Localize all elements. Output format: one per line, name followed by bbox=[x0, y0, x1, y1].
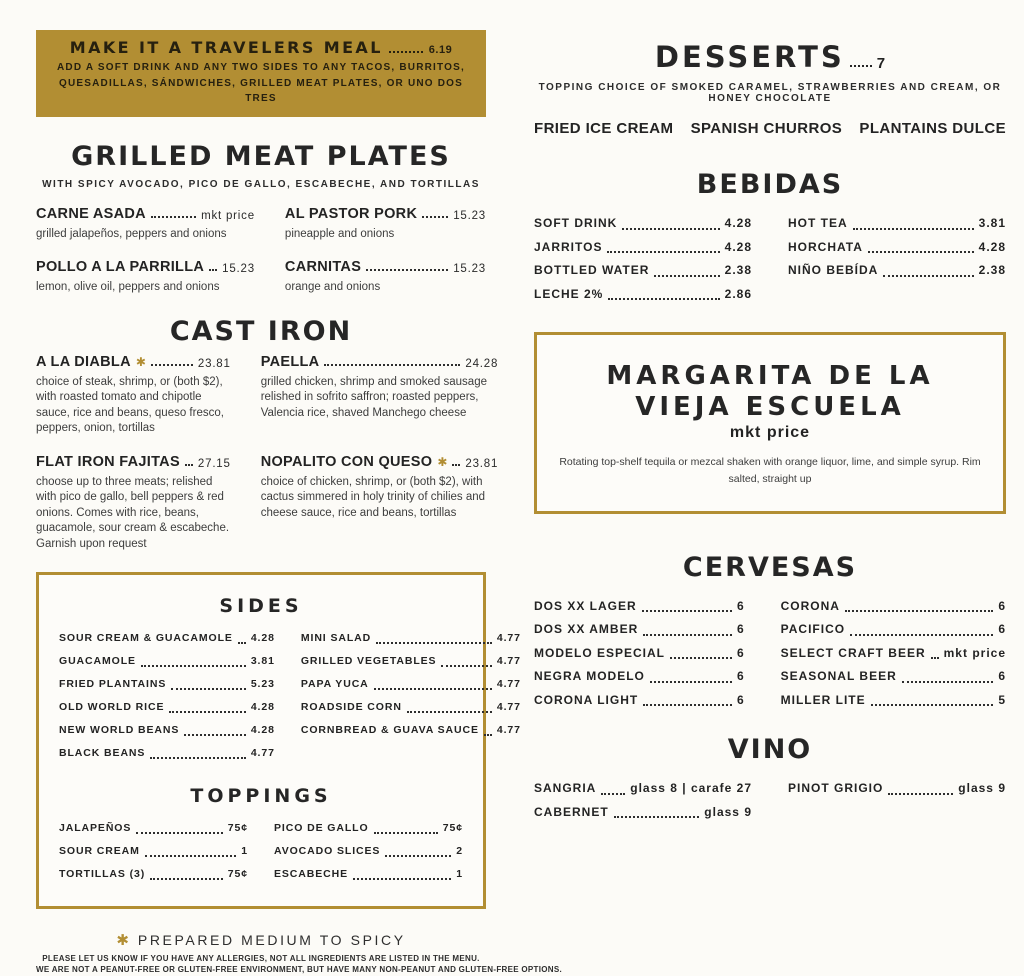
margarita-description: Rotating top-shelf tequila or mezcal shaken with orange liquor, lime, and simple syrup. Rim salted, straight up bbox=[559, 456, 981, 485]
item-name: MINI SALAD bbox=[300, 632, 372, 645]
spicy-icon: ✱ bbox=[116, 932, 129, 950]
leader-dots bbox=[376, 642, 492, 644]
item-price: 3.81 bbox=[978, 216, 1006, 230]
banner-title: MAKE IT A TRAVELERS MEAL bbox=[69, 38, 383, 57]
dessert-option: SPANISH CHURROS bbox=[690, 120, 843, 137]
sides-title: SIDES bbox=[219, 595, 303, 618]
item-name: CARNITAS bbox=[284, 259, 362, 276]
item-name: NIÑO BEBÍDA bbox=[788, 263, 879, 277]
leader-dots bbox=[141, 665, 246, 667]
leader-dots bbox=[883, 275, 973, 277]
toppings-list-right bbox=[274, 817, 463, 886]
leader-dots bbox=[171, 688, 246, 690]
sides-toppings-box bbox=[36, 572, 521, 909]
leader-dots bbox=[871, 704, 994, 706]
leader-dots bbox=[868, 251, 974, 253]
item-price: 3.81 bbox=[250, 655, 275, 668]
item-price: mkt price bbox=[201, 209, 255, 222]
list-item bbox=[59, 673, 275, 696]
leader-dots bbox=[853, 228, 974, 230]
item-price: 4.77 bbox=[496, 701, 521, 714]
leader-dots bbox=[366, 269, 448, 271]
item-price: glass 9 bbox=[958, 781, 1006, 796]
menu-item bbox=[285, 259, 486, 296]
list-item bbox=[59, 863, 248, 886]
item-price: 1 bbox=[456, 868, 463, 881]
cervesas-columns bbox=[534, 595, 1006, 713]
menu-item bbox=[36, 354, 231, 437]
margarita-title: MARGARITA DE LA VIEJA ESCUELA bbox=[606, 361, 934, 422]
item-name: BOTTLED WATER bbox=[534, 263, 650, 277]
cervesas-list-right bbox=[781, 595, 1006, 713]
menu-item-line bbox=[36, 454, 231, 470]
allergy-note-line1: PLEASE LET US KNOW IF YOU HAVE ANY ALLERGIES, NOT ALL INGREDIENTS ARE LISTED IN THE MENU. bbox=[42, 954, 480, 964]
leader-dots bbox=[407, 711, 492, 713]
item-name: GRILLED VEGETABLES bbox=[300, 655, 437, 668]
list-item bbox=[301, 650, 521, 673]
spicy-legend bbox=[36, 931, 486, 949]
banner-price: 6.19 bbox=[428, 44, 453, 56]
item-price: 23.81 bbox=[197, 357, 231, 370]
list-item bbox=[274, 817, 463, 840]
item-name: SOUR CREAM bbox=[59, 845, 140, 858]
dessert-option: FRIED ICE CREAM bbox=[534, 120, 674, 137]
item-name: CORONA bbox=[780, 598, 840, 613]
item-price: 4.28 bbox=[978, 239, 1006, 254]
leader-dots bbox=[642, 610, 732, 612]
desserts-title: DESSERTS bbox=[654, 40, 845, 74]
menu-item-line bbox=[36, 259, 255, 275]
list-item bbox=[534, 595, 745, 619]
item-name: DOS XX LAGER bbox=[534, 598, 637, 613]
item-name: MILLER LITE bbox=[780, 692, 866, 707]
item-price: 4.28 bbox=[724, 239, 752, 254]
list-item bbox=[781, 642, 1006, 666]
item-price: 4.77 bbox=[496, 655, 521, 668]
toppings-columns bbox=[59, 817, 463, 886]
item-price: 75¢ bbox=[227, 868, 248, 881]
list-item bbox=[534, 283, 752, 307]
vino-list-right bbox=[788, 777, 1006, 824]
list-item bbox=[534, 801, 752, 825]
item-name: SELECT CRAFT BEER bbox=[780, 645, 926, 660]
item-name: PACIFICO bbox=[780, 622, 846, 637]
allergy-note-line2: WE ARE NOT A PEANUT-FREE OR GLUTEN-FREE ENVIRONMENT, BUT HAVE MANY NON-PEANUT AND GLUTEN-FREE OPTIONS. bbox=[36, 965, 563, 975]
list-item bbox=[788, 259, 1006, 283]
list-item bbox=[59, 742, 275, 765]
item-name: PINOT GRIGIO bbox=[788, 781, 884, 796]
item-price: 4.77 bbox=[496, 724, 521, 737]
leader-dots bbox=[608, 298, 719, 300]
leader-dots bbox=[850, 634, 993, 636]
cast-iron-title: CAST IRON bbox=[169, 315, 353, 347]
item-name: HOT TEA bbox=[788, 216, 848, 230]
item-price: 4.28 bbox=[250, 701, 275, 714]
item-description: pineapple and onions bbox=[284, 227, 395, 240]
item-price: 75¢ bbox=[442, 822, 463, 835]
leader-dots bbox=[902, 681, 994, 683]
travelers-meal-banner bbox=[36, 30, 486, 117]
item-name: DOS XX AMBER bbox=[534, 622, 639, 637]
menu-item-line bbox=[285, 206, 486, 222]
menu-item-line bbox=[36, 354, 231, 370]
leader-dots bbox=[150, 878, 223, 880]
item-price: 6 bbox=[736, 692, 745, 707]
list-item bbox=[301, 627, 521, 650]
item-price: 2.38 bbox=[724, 263, 752, 277]
list-item bbox=[534, 665, 745, 689]
menu-item-line bbox=[285, 259, 486, 275]
menu-item-line bbox=[261, 454, 498, 470]
list-item bbox=[534, 212, 752, 236]
item-price: mkt price bbox=[943, 645, 1006, 660]
item-name: SOFT DRINK bbox=[534, 216, 618, 230]
cast-iron-list bbox=[36, 353, 499, 553]
menu-item bbox=[36, 454, 231, 553]
item-price: 2.86 bbox=[724, 286, 752, 301]
menu-item-line bbox=[36, 206, 255, 222]
leader-dots bbox=[643, 634, 732, 636]
leader-dots bbox=[422, 216, 448, 218]
item-name: CORNBREAD & GUAVA SAUCE bbox=[300, 724, 479, 737]
item-name: NEGRA MODELO bbox=[534, 669, 645, 684]
item-name: PAELLA bbox=[260, 353, 320, 370]
leader-dots bbox=[374, 688, 492, 690]
item-name: HORCHATA bbox=[788, 239, 863, 254]
item-price: 6 bbox=[998, 622, 1006, 637]
item-price: 4.77 bbox=[496, 632, 521, 645]
item-price: 4.28 bbox=[250, 632, 275, 645]
item-price: 1 bbox=[241, 845, 248, 858]
dessert-option: PLANTAINS DULCE bbox=[859, 120, 1006, 137]
left-column bbox=[36, 30, 563, 976]
item-name: CARNE ASADA bbox=[36, 205, 146, 222]
leader-dots bbox=[601, 793, 625, 795]
item-price: 27.15 bbox=[197, 457, 231, 470]
cervesas-title: CERVESAS bbox=[682, 551, 858, 583]
list-item bbox=[59, 627, 275, 650]
item-price: 23.81 bbox=[465, 457, 499, 470]
item-price: 15.23 bbox=[222, 263, 255, 276]
item-name: FLAT IRON FAJITAS bbox=[36, 453, 180, 470]
menu-item bbox=[261, 354, 498, 437]
item-description: grilled chicken, shrimp and smoked sausage relished in sofrito saffron; roasted peppers, Valencia rice, shaved Manchego cheese bbox=[260, 375, 487, 419]
leader-dots bbox=[185, 464, 193, 466]
item-name: JALAPEÑOS bbox=[59, 822, 132, 835]
leader-dots bbox=[389, 51, 423, 53]
menu-item bbox=[261, 454, 498, 553]
menu-item-line bbox=[261, 354, 498, 370]
item-description: orange and onions bbox=[284, 281, 381, 294]
list-item bbox=[301, 719, 521, 742]
leader-dots bbox=[151, 364, 193, 366]
leader-dots bbox=[441, 665, 491, 667]
vino-columns bbox=[534, 777, 1006, 824]
list-item bbox=[59, 719, 275, 742]
item-price: 15.23 bbox=[453, 209, 486, 222]
bebidas-list-right bbox=[788, 212, 1006, 306]
leader-dots bbox=[209, 269, 217, 271]
item-price: 4.28 bbox=[724, 216, 752, 230]
list-item bbox=[301, 673, 521, 696]
sides-columns bbox=[59, 627, 521, 765]
item-name: JARRITOS bbox=[534, 239, 603, 254]
leader-dots bbox=[353, 878, 451, 880]
item-price: 4.77 bbox=[496, 678, 521, 691]
item-price: 6 bbox=[736, 645, 745, 660]
list-item bbox=[534, 642, 745, 666]
item-description: grilled jalapeños, peppers and onions bbox=[36, 227, 227, 240]
list-item bbox=[59, 817, 248, 840]
desserts-title-line bbox=[534, 40, 1006, 74]
leader-dots bbox=[452, 464, 460, 466]
item-price: 2.38 bbox=[978, 263, 1006, 277]
list-item bbox=[781, 618, 1006, 642]
list-item bbox=[59, 840, 248, 863]
list-item bbox=[781, 689, 1006, 713]
list-item bbox=[781, 665, 1006, 689]
vino-title: VINO bbox=[727, 734, 813, 766]
item-name: NEW WORLD BEANS bbox=[59, 724, 180, 737]
item-price: glass 9 bbox=[704, 804, 752, 819]
leader-dots bbox=[643, 704, 732, 706]
leader-dots bbox=[654, 275, 719, 277]
item-name: SEASONAL BEER bbox=[780, 669, 897, 684]
list-item bbox=[59, 650, 275, 673]
item-name: BLACK BEANS bbox=[59, 747, 146, 760]
leader-dots bbox=[184, 734, 246, 736]
banner-subtitle: ADD A SOFT DRINK AND ANY TWO SIDES TO ANY TACOS, BURRITOS, QUESADILLAS, SÁNDWICHES, GRILLED MEAT PLATES, OR UNO DOS TRES bbox=[57, 62, 465, 104]
toppings-list-left bbox=[59, 817, 248, 886]
leader-dots bbox=[670, 657, 732, 659]
margarita-box bbox=[534, 332, 1006, 514]
right-column bbox=[534, 30, 1006, 976]
item-name: GUACAMOLE bbox=[59, 655, 136, 668]
item-name: ROADSIDE CORN bbox=[300, 701, 402, 714]
desserts-price: 7 bbox=[876, 55, 886, 72]
menu-item bbox=[36, 259, 255, 296]
cervesas-list-left bbox=[534, 595, 745, 713]
item-name: POLLO A LA PARRILLA bbox=[36, 259, 205, 276]
item-name: LECHE 2% bbox=[534, 286, 604, 301]
sides-list-left bbox=[59, 627, 275, 765]
desserts-subtitle: TOPPING CHOICE OF SMOKED CARAMEL, STRAWBERRIES AND CREAM, OR HONEY CHOCOLATE bbox=[538, 82, 1002, 104]
item-description: lemon, olive oil, peppers and onions bbox=[36, 281, 220, 294]
bebidas-columns bbox=[534, 212, 1006, 306]
leader-dots bbox=[484, 734, 492, 736]
item-name: ESCABECHE bbox=[274, 868, 349, 881]
item-price: 15.23 bbox=[453, 263, 486, 276]
item-description: choice of steak, shrimp, or (both $2), with roasted tomato and chipotle sauce, rice and beans, queso fresco, peppers, onion, tortillas bbox=[36, 375, 224, 435]
leader-dots bbox=[151, 216, 196, 218]
leader-dots bbox=[238, 642, 246, 644]
leader-dots bbox=[931, 657, 939, 659]
grilled-meat-plates-title: GRILLED MEAT PLATES bbox=[71, 140, 451, 172]
leader-dots bbox=[622, 228, 719, 230]
list-item bbox=[788, 777, 1006, 801]
vino-list-left bbox=[534, 777, 752, 824]
item-price: 6 bbox=[998, 669, 1006, 684]
leader-dots bbox=[888, 793, 953, 795]
item-price: 6 bbox=[998, 598, 1006, 613]
item-name: PAPA YUCA bbox=[300, 678, 369, 691]
item-price: 4.28 bbox=[250, 724, 275, 737]
list-item bbox=[788, 212, 1006, 236]
list-item bbox=[781, 595, 1006, 619]
list-item bbox=[274, 840, 463, 863]
item-price: glass 8 | carafe 27 bbox=[630, 781, 752, 796]
leader-dots bbox=[374, 832, 438, 834]
item-name: AVOCADO SLICES bbox=[274, 845, 381, 858]
leader-dots bbox=[169, 711, 245, 713]
item-name: FRIED PLANTAINS bbox=[59, 678, 167, 691]
list-item bbox=[534, 777, 752, 801]
spicy-legend-text: PREPARED MEDIUM TO SPICY bbox=[137, 932, 406, 949]
list-item bbox=[534, 236, 752, 260]
spicy-icon: ✱ bbox=[135, 354, 146, 369]
item-name: A LA DIABLA bbox=[36, 353, 131, 370]
list-item bbox=[59, 696, 275, 719]
menu-item bbox=[36, 206, 255, 243]
item-description: choice of chicken, shrimp, or (both $2), with cactus simmered in holy trinity of chilies and cheese sauce, rice and beans, tortillas bbox=[260, 475, 486, 519]
item-name: OLD WORLD RICE bbox=[59, 701, 165, 714]
footer-note bbox=[36, 931, 563, 975]
item-name: CABERNET bbox=[534, 804, 609, 819]
item-name: SOUR CREAM & GUACAMOLE bbox=[59, 632, 233, 645]
grilled-meat-plates-list bbox=[36, 206, 486, 296]
bebidas-list-left bbox=[534, 212, 752, 306]
leader-dots bbox=[150, 757, 245, 759]
item-name: NOPALITO CON QUESO bbox=[260, 453, 433, 470]
desserts-options bbox=[534, 120, 1006, 137]
item-price: 4.77 bbox=[250, 747, 275, 760]
leader-dots bbox=[650, 681, 732, 683]
toppings-title: TOPPINGS bbox=[190, 785, 332, 808]
item-description: choose up to three meats; relished with pico de gallo, bell peppers & red onions. Comes with rice, beans, guacamole, sour cream & escabeche. Garnish upon request bbox=[36, 475, 230, 550]
leader-dots bbox=[850, 65, 872, 67]
item-price: 6 bbox=[736, 622, 745, 637]
item-price: 24.28 bbox=[465, 357, 499, 370]
leader-dots bbox=[845, 610, 993, 612]
list-item bbox=[534, 618, 745, 642]
leader-dots bbox=[614, 816, 700, 818]
item-price: 6 bbox=[736, 669, 745, 684]
item-name: CORONA LIGHT bbox=[534, 692, 639, 707]
list-item bbox=[274, 863, 463, 886]
list-item bbox=[534, 259, 752, 283]
item-price: 5.23 bbox=[250, 678, 275, 691]
leader-dots bbox=[607, 251, 719, 253]
item-name: SANGRIA bbox=[534, 781, 597, 796]
item-price: 2 bbox=[456, 845, 463, 858]
spicy-icon: ✱ bbox=[437, 454, 448, 469]
item-name: AL PASTOR PORK bbox=[284, 205, 418, 222]
item-name: MODELO ESPECIAL bbox=[534, 645, 666, 660]
sides-list-right bbox=[301, 627, 521, 765]
item-price: 5 bbox=[998, 692, 1006, 707]
list-item bbox=[788, 236, 1006, 260]
leader-dots bbox=[324, 364, 460, 366]
item-name: PICO DE GALLO bbox=[274, 822, 369, 835]
item-name: TORTILLAS (3) bbox=[59, 868, 146, 881]
bebidas-title: BEBIDAS bbox=[696, 169, 844, 200]
margarita-price: mkt price bbox=[729, 424, 811, 442]
banner-title-line bbox=[48, 38, 474, 57]
list-item bbox=[301, 696, 521, 719]
grilled-meat-plates-subtitle: WITH SPICY AVOCADO, PICO DE GALLO, ESCABECHE, AND TORTILLAS bbox=[42, 178, 480, 190]
leader-dots bbox=[136, 832, 222, 834]
list-item bbox=[534, 689, 745, 713]
menu-item bbox=[285, 206, 486, 243]
item-price: 75¢ bbox=[227, 822, 248, 835]
item-price: 6 bbox=[736, 598, 745, 613]
